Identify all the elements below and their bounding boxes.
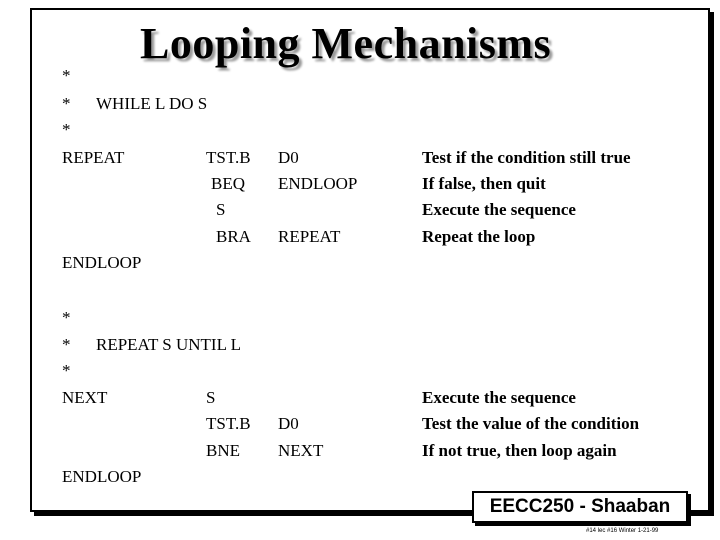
footer-note: #14 lec #16 Winter 1-21-99 <box>586 528 659 534</box>
comment-star: * <box>62 120 71 139</box>
code-comment: Repeat the loop <box>422 227 536 246</box>
code-op: TST.B <box>206 414 251 433</box>
code-comment: Execute the sequence <box>422 200 576 219</box>
code-op: S <box>206 388 216 407</box>
code-label-endloop: ENDLOOP <box>62 253 142 272</box>
code-label-endloop: ENDLOOP <box>62 467 142 486</box>
comment-star: * <box>62 335 71 354</box>
slide-title: Looping Mechanisms <box>140 19 552 68</box>
code-label: REPEAT <box>62 148 125 167</box>
comment-star: * <box>62 94 71 113</box>
course-badge: EECC250 - Shaaban <box>472 491 688 523</box>
comment-star: * <box>62 361 71 380</box>
code-op: TST.B <box>206 148 251 167</box>
code-comment: If false, then quit <box>422 174 546 193</box>
code-arg: NEXT <box>278 441 324 460</box>
code-comment: Test if the condition still true <box>422 148 631 167</box>
code-comment: If not true, then loop again <box>422 441 617 460</box>
code-op: BRA <box>216 227 251 246</box>
code-op: S <box>216 200 226 219</box>
code-comment: Execute the sequence <box>422 388 576 407</box>
code-arg: REPEAT <box>278 227 341 246</box>
code-arg: D0 <box>278 414 299 433</box>
code-arg: D0 <box>278 148 299 167</box>
section-heading-while: WHILE L DO S <box>96 94 208 113</box>
comment-star: * <box>62 66 71 85</box>
section-heading-repeat-until: REPEAT S UNTIL L <box>96 335 241 354</box>
code-arg: ENDLOOP <box>278 174 358 193</box>
code-comment: Test the value of the condition <box>422 414 640 433</box>
code-op: BNE <box>206 441 240 460</box>
code-label: NEXT <box>62 388 108 407</box>
code-op: BEQ <box>211 174 245 193</box>
comment-star: * <box>62 308 71 327</box>
